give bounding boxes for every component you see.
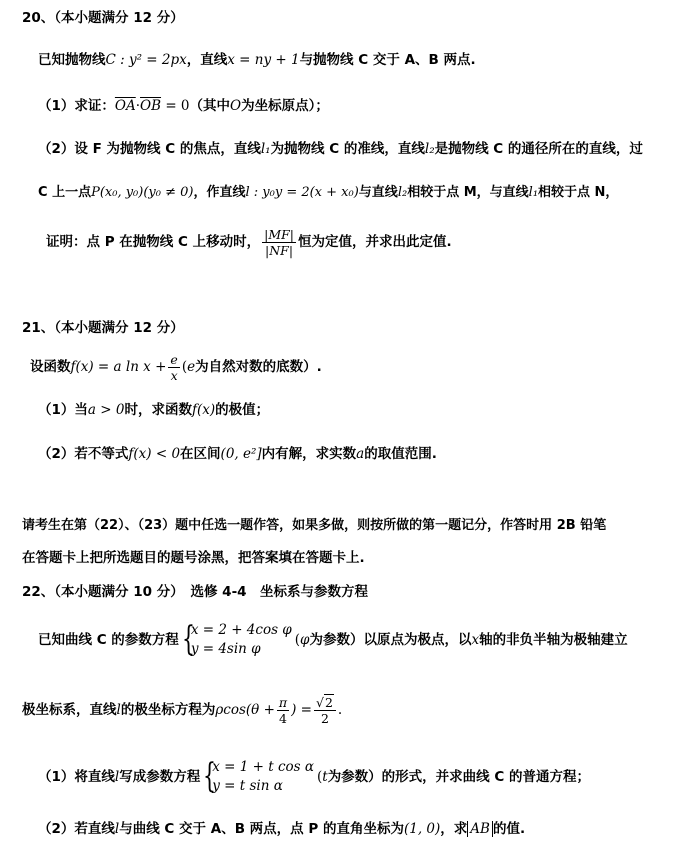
q21-p2-b: 在区间 (180, 446, 221, 462)
notice-line1: 请考生在第（22）、（23）题中任选一题作答，如果多做，则按所做的第一题记分，作答时用 2B 铅笔 (22, 518, 607, 533)
q21-part1 (38, 401, 269, 419)
q22-p1-d: 为参数）的形式，并求曲线 C 的普通方程； (327, 769, 590, 785)
q22-sys2-row1: x = 1 + t cos α (212, 759, 314, 775)
q21-p2-d: 的取值范围. (364, 446, 437, 462)
q20-part2-line1 (38, 140, 643, 158)
q20-vector-ob: $\overline{OB}$ (140, 98, 162, 114)
q20-p2-g: 相较于点 M，与直线 (407, 185, 529, 200)
q20-intro-b: ，直线 (186, 52, 228, 68)
q22-sqrt2 (314, 695, 336, 711)
q22-intro (38, 618, 628, 662)
q22-p1-paren: ( (316, 769, 323, 785)
q20-dot: · (135, 98, 141, 114)
q20-l2: l₂ (424, 141, 435, 157)
q20-intro (38, 51, 476, 69)
q20-l1: l₁ (260, 141, 271, 157)
q22-header: 22、（本小题满分 10 分） 选修 4-4 坐标系与参数方程 (22, 584, 369, 600)
q22-sys-row1: x = 2 + 4cos φ (190, 622, 292, 638)
q20-header: 20、（本小题满分 12 分） (22, 10, 184, 26)
q22-x: x (471, 632, 480, 648)
q20-p2-e: ，作直线 (193, 185, 246, 200)
q21-paren: ( (181, 359, 188, 375)
q20-p2-a: （2）设 F 为抛物线 C 的焦点，直线 (38, 141, 261, 157)
q20-p1-b: （其中 (189, 98, 231, 114)
q22-intro-a: 已知曲线 C 的参数方程 (38, 632, 179, 648)
q20-ratio-den: |NF| (265, 242, 294, 258)
q21-condition: a > 0 (87, 402, 125, 418)
q20-origin: O (230, 98, 242, 114)
q21-e: e (187, 359, 196, 375)
q21-function-eq: f(x) = a ln x + (70, 359, 167, 375)
q22-l: l (116, 702, 121, 718)
q21-frac-den: x (170, 367, 178, 383)
notice-line2: 在答题卡上把所选题目的题号涂黑，把答案填在答题卡上. (22, 550, 365, 566)
q22-sqrt-radicand: 2 (324, 694, 333, 710)
q22-polar-eq-a: ρcos(θ + (215, 702, 275, 718)
q21-p1-c: 的极值； (215, 402, 270, 418)
q21-p2-a: （2）若不等式 (38, 446, 129, 462)
q20-part1 (38, 97, 329, 115)
q20-l2b: l₂ (397, 185, 408, 200)
q21-intro (30, 348, 322, 386)
q21-intro-a: 设函数 (30, 359, 71, 375)
q22-p1-b: 写成参数方程 (119, 769, 201, 785)
q20-p2-b: 为抛物线 C 的准线，直线 (270, 141, 425, 157)
q20-line-eq: x = ny + 1 (227, 52, 300, 68)
q22-intro-d: 轴的非负半轴为极轴建立 (479, 632, 628, 648)
q22-polar-end: . (337, 702, 343, 718)
q21-part2 (38, 445, 437, 463)
q22-sys-row2: y = 4sin φ (190, 641, 261, 657)
q22-part2 (38, 820, 525, 838)
q22-p1-l: l (114, 769, 120, 785)
q22-polar-eq-b: ) = (291, 702, 312, 718)
q21-e-over-x (168, 352, 179, 383)
q21-header: 21、（本小题满分 12 分） (22, 320, 184, 336)
q22-pi: π (278, 694, 288, 710)
q20-p2-h: 相较于点 N， (538, 185, 619, 200)
q22-brace2: { (203, 756, 217, 796)
q21-p1-a: （1）当 (38, 402, 88, 418)
q20-p2-j: 恒为定值，并求出此定值. (298, 234, 452, 250)
q22-p1-a: （1）将直线 (38, 769, 115, 785)
q22-polar-a: 极坐标系，直线 (22, 702, 117, 718)
q20-p2-f: 与直线 (358, 185, 398, 200)
q20-part2-line3 (46, 223, 452, 261)
q22-den2: 2 (320, 710, 329, 726)
q22-pi-over-4 (277, 695, 289, 726)
q22-line-param-system (203, 758, 314, 796)
q21-frac-num: e (170, 351, 178, 367)
q22-point-coords: (1, 0) (403, 821, 441, 837)
q20-l1b: l₁ (528, 185, 539, 200)
q22-polar-b: 的极坐标方程为 (120, 702, 216, 718)
q22-phi: φ (300, 632, 310, 648)
q22-paren: ( (294, 632, 301, 648)
q21-intro-c: 为自然对数的底数）. (195, 359, 322, 375)
q22-polar (22, 690, 342, 730)
q20-eq-zero: = 0 (161, 98, 190, 114)
q20-ratio-num: |MF| (264, 226, 295, 242)
q22-intro-c: 为参数）以原点为极点，以 (309, 632, 472, 648)
q22-p2-l: l (114, 821, 120, 837)
q21-p2-c: 内有解，求实数 (261, 446, 357, 462)
q21-inequality: f(x) < 0 (128, 446, 181, 462)
q20-p2-d: C 上一点 (38, 185, 92, 200)
q22-sys2-row2: y = t sin α (212, 778, 283, 794)
q22-t: t (322, 769, 328, 785)
q22-p2-b: 与曲线 C 交于 A、B 两点，点 P 的直角坐标为 (119, 821, 404, 837)
q20-parabola-eq: C : y² = 2px (105, 52, 187, 68)
q22-p2-a: （2）若直线 (38, 821, 115, 837)
q22-brace: { (181, 619, 195, 659)
q22-part1 (38, 755, 590, 799)
q20-p1-a: （1）求证： (38, 98, 115, 114)
q21-fx: f(x) (191, 402, 216, 418)
sqrt-sign-icon: √ (315, 694, 324, 710)
q22-param-system (182, 621, 292, 659)
q20-intro-a: 已知抛物线 (38, 52, 106, 68)
q22-four: 4 (279, 710, 287, 726)
q20-p1-c: 为坐标原点）； (241, 98, 329, 114)
q21-p1-b: 时，求函数 (124, 402, 192, 418)
q20-ratio-fraction (262, 227, 296, 258)
q22-sqrt2-over-2 (314, 695, 336, 726)
q21-var-a: a (356, 446, 365, 462)
q20-vector-oa: $\overline{OA}$ (114, 98, 136, 114)
q22-p2-d: 的值. (492, 821, 526, 837)
q20-p2-i: 证明：点 P 在抛物线 C 上移动时， (46, 234, 261, 250)
q20-part2-line2 (38, 184, 618, 202)
q22-ab-abs: AB (467, 821, 493, 837)
q20-tangent-eq: l : y₀y = 2(x + x₀) (245, 185, 359, 200)
q22-p2-c: ，求 (440, 821, 468, 837)
q20-point-p: P(x₀, y₀)(y₀ ≠ 0) (91, 185, 194, 200)
q20-p2-c: 是抛物线 C 的通径所在的直线，过 (434, 141, 643, 157)
q21-interval: (0, e²] (220, 446, 262, 462)
q20-intro-c: 与抛物线 C 交于 A、B 两点. (299, 52, 476, 68)
